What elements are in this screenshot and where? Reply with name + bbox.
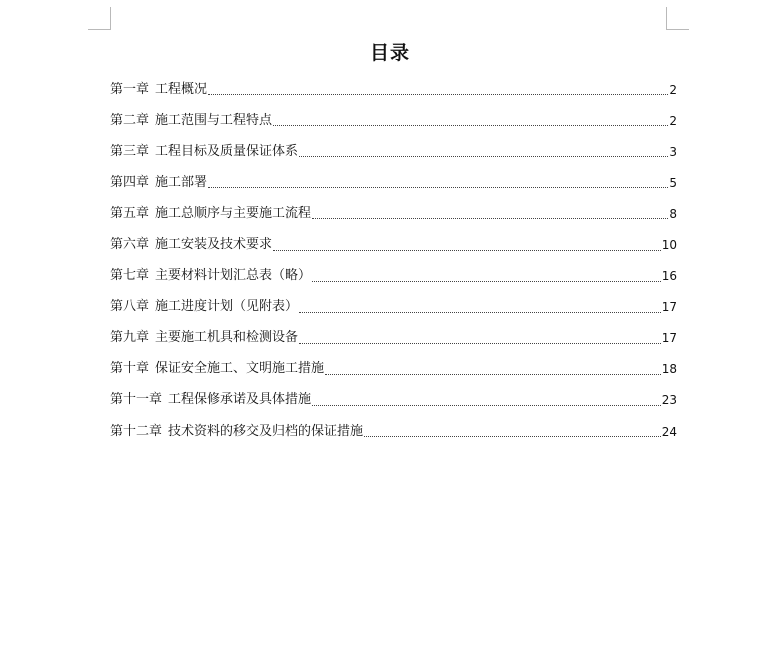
toc-list bbox=[110, 74, 677, 447]
toc-entry bbox=[110, 385, 677, 416]
toc-chapter-title: 施工安装及技术要求 bbox=[155, 237, 273, 253]
toc-entry bbox=[110, 354, 677, 385]
toc-chapter-number: 第十章 bbox=[110, 361, 150, 377]
toc-dot-leader bbox=[312, 393, 661, 406]
toc-chapter-number: 第四章 bbox=[110, 174, 150, 190]
toc-page-number: 23 bbox=[661, 393, 677, 408]
toc-dot-leader bbox=[273, 113, 668, 126]
toc-entry bbox=[110, 292, 677, 323]
toc-chapter-number: 第七章 bbox=[110, 268, 150, 284]
toc-entry bbox=[110, 136, 677, 167]
toc-page-number: 8 bbox=[669, 206, 677, 221]
toc-page-number: 3 bbox=[669, 144, 677, 159]
toc-chapter-number: 第十一章 bbox=[110, 392, 163, 408]
toc-chapter-title: 工程目标及质量保证体系 bbox=[155, 143, 299, 159]
toc-page-number: 2 bbox=[669, 113, 677, 128]
toc-chapter-number: 第一章 bbox=[110, 81, 150, 97]
toc-dot-leader bbox=[364, 424, 661, 437]
toc-chapter-title: 主要材料计划汇总表（略） bbox=[155, 268, 312, 284]
toc-page-number: 10 bbox=[661, 238, 677, 253]
toc-page-number: 2 bbox=[669, 82, 677, 97]
toc-dot-leader bbox=[208, 175, 668, 188]
toc-dot-leader bbox=[273, 238, 661, 251]
margin-corner-mark-right bbox=[666, 7, 689, 30]
toc-entry bbox=[110, 229, 677, 260]
toc-dot-leader bbox=[208, 82, 668, 95]
toc-chapter-number: 第五章 bbox=[110, 205, 150, 221]
toc-page-number: 18 bbox=[661, 362, 677, 377]
toc-entry bbox=[110, 74, 677, 105]
toc-title: 目录 bbox=[369, 42, 410, 64]
toc-chapter-number: 第三章 bbox=[110, 143, 150, 159]
toc-dot-leader bbox=[299, 300, 661, 313]
toc-chapter-number: 第八章 bbox=[110, 299, 150, 315]
toc-chapter-title: 技术资料的移交及归档的保证措施 bbox=[168, 423, 364, 439]
toc-chapter-title: 工程概况 bbox=[155, 81, 208, 97]
toc-page-number: 16 bbox=[661, 269, 677, 284]
toc-chapter-number: 第九章 bbox=[110, 330, 150, 346]
margin-corner-mark-left bbox=[88, 7, 111, 30]
toc-chapter-number: 第十二章 bbox=[110, 423, 163, 439]
toc-chapter-title: 主要施工机具和检测设备 bbox=[155, 330, 299, 346]
toc-entry bbox=[110, 261, 677, 292]
toc-page-number: 24 bbox=[661, 424, 677, 439]
toc-chapter-title: 施工范围与工程特点 bbox=[155, 112, 273, 128]
toc-entry bbox=[110, 105, 677, 136]
toc-page-number: 5 bbox=[669, 175, 677, 190]
toc-chapter-title: 施工进度计划（见附表） bbox=[155, 299, 299, 315]
toc-dot-leader bbox=[312, 206, 668, 219]
toc-dot-leader bbox=[299, 144, 668, 157]
toc-entry bbox=[110, 198, 677, 229]
toc-chapter-number: 第二章 bbox=[110, 112, 150, 128]
toc-chapter-title: 施工部署 bbox=[155, 174, 208, 190]
toc-page-number: 17 bbox=[661, 300, 677, 315]
toc-chapter-title: 工程保修承诺及具体措施 bbox=[168, 392, 312, 408]
toc-chapter-title: 施工总顺序与主要施工流程 bbox=[155, 205, 312, 221]
toc-entry bbox=[110, 416, 677, 447]
toc-entry bbox=[110, 323, 677, 354]
toc-chapter-number: 第六章 bbox=[110, 237, 150, 253]
toc-entry bbox=[110, 167, 677, 198]
toc-dot-leader bbox=[325, 362, 661, 375]
toc-dot-leader bbox=[312, 269, 661, 282]
toc-chapter-title: 保证安全施工、文明施工措施 bbox=[155, 361, 325, 377]
toc-dot-leader bbox=[299, 331, 661, 344]
toc-page-number: 17 bbox=[661, 331, 677, 346]
